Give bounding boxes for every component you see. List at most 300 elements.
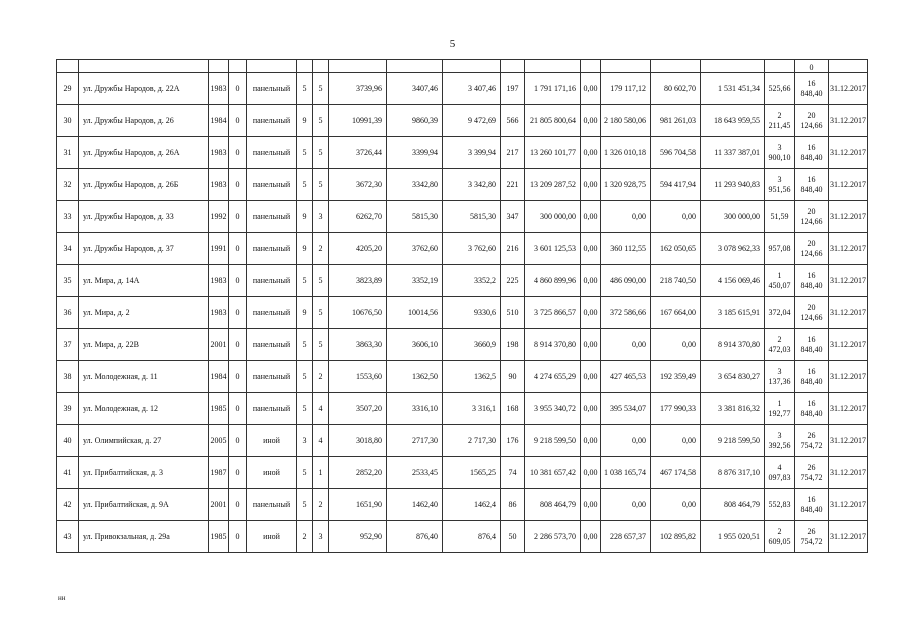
regional-funds-cell: 486 090,00 (601, 265, 651, 297)
cost-per-sqm-cell: 552,83 (765, 489, 795, 521)
row-number-cell: 39 (57, 393, 79, 425)
living-area-cell: 1462,40 (387, 489, 443, 521)
entrances-cell: 3 (313, 201, 329, 233)
address-cell: ул. Прибалтийская, д. 3 (79, 457, 209, 489)
living-area-cell: 9860,39 (387, 105, 443, 137)
completion-date-cell: 31.12.2017 (829, 169, 868, 201)
owners-area-cell: 3 762,60 (443, 233, 501, 265)
limit-cost-per-sqm-cell: 16 848,40 (795, 137, 829, 169)
continuation-cell: 0 (795, 60, 829, 73)
total-cost-cell: 4 274 655,29 (525, 361, 581, 393)
row-number-cell: 29 (57, 73, 79, 105)
cost-per-sqm-cell: 372,04 (765, 297, 795, 329)
regional-funds-cell: 427 465,53 (601, 361, 651, 393)
limit-cost-per-sqm-cell: 20 124,66 (795, 105, 829, 137)
year-built-cell: 2001 (209, 489, 229, 521)
federal-funds-cell: 0,00 (581, 137, 601, 169)
total-area-cell: 1651,90 (329, 489, 387, 521)
owners-funds-cell: 808 464,79 (701, 489, 765, 521)
address-cell: ул. Дружбы Народов, д. 22А (79, 73, 209, 105)
wall-material-cell: панельный (247, 297, 297, 329)
regional-funds-cell: 1 038 165,74 (601, 457, 651, 489)
total-area-cell: 3823,89 (329, 265, 387, 297)
address-cell: ул. Привокзальная, д. 29а (79, 521, 209, 553)
address-cell: ул. Дружбы Народов, д. 33 (79, 201, 209, 233)
table-row (57, 297, 868, 329)
living-area-cell: 2533,45 (387, 457, 443, 489)
municipal-funds-cell: 80 602,70 (651, 73, 701, 105)
living-area-cell: 10014,56 (387, 297, 443, 329)
total-cost-cell: 300 000,00 (525, 201, 581, 233)
total-cost-cell: 3 601 125,53 (525, 233, 581, 265)
year-built-cell: 1984 (209, 105, 229, 137)
table-row (57, 521, 868, 553)
table-row (57, 361, 868, 393)
total-area-cell: 4205,20 (329, 233, 387, 265)
house-registry-table (56, 59, 868, 553)
table-row (57, 265, 868, 297)
address-cell: ул. Дружбы Народов, д. 26Б (79, 169, 209, 201)
year-renovated-cell: 0 (229, 265, 247, 297)
continuation-cell (581, 60, 601, 73)
owners-area-cell: 876,4 (443, 521, 501, 553)
residents-cell: 221 (501, 169, 525, 201)
floors-cell: 2 (297, 521, 313, 553)
total-area-cell: 1553,60 (329, 361, 387, 393)
regional-funds-cell: 395 534,07 (601, 393, 651, 425)
limit-cost-per-sqm-cell: 16 848,40 (795, 361, 829, 393)
completion-date-cell: 31.12.2017 (829, 137, 868, 169)
limit-cost-per-sqm-cell: 26 754,72 (795, 521, 829, 553)
municipal-funds-cell: 0,00 (651, 329, 701, 361)
total-cost-cell: 8 914 370,80 (525, 329, 581, 361)
total-cost-cell: 2 286 573,70 (525, 521, 581, 553)
regional-funds-cell: 2 180 580,06 (601, 105, 651, 137)
year-renovated-cell: 0 (229, 105, 247, 137)
entrances-cell: 4 (313, 425, 329, 457)
completion-date-cell: 31.12.2017 (829, 425, 868, 457)
table-row (57, 329, 868, 361)
federal-funds-cell: 0,00 (581, 73, 601, 105)
regional-funds-cell: 0,00 (601, 489, 651, 521)
residents-cell: 50 (501, 521, 525, 553)
owners-funds-cell: 11 293 940,83 (701, 169, 765, 201)
regional-funds-cell: 0,00 (601, 329, 651, 361)
address-cell: ул. Дружбы Народов, д. 26 (79, 105, 209, 137)
floors-cell: 5 (297, 329, 313, 361)
limit-cost-per-sqm-cell: 20 124,66 (795, 297, 829, 329)
federal-funds-cell: 0,00 (581, 457, 601, 489)
year-renovated-cell: 0 (229, 169, 247, 201)
total-area-cell: 2852,20 (329, 457, 387, 489)
owners-area-cell: 1462,4 (443, 489, 501, 521)
living-area-cell: 5815,30 (387, 201, 443, 233)
residents-cell: 566 (501, 105, 525, 137)
regional-funds-cell: 179 117,12 (601, 73, 651, 105)
owners-funds-cell: 3 078 962,33 (701, 233, 765, 265)
owners-funds-cell: 18 643 959,55 (701, 105, 765, 137)
year-built-cell: 1987 (209, 457, 229, 489)
residents-cell: 86 (501, 489, 525, 521)
total-cost-cell: 3 725 866,57 (525, 297, 581, 329)
owners-area-cell: 9330,6 (443, 297, 501, 329)
owners-funds-cell: 3 381 816,32 (701, 393, 765, 425)
continuation-cell (247, 60, 297, 73)
federal-funds-cell: 0,00 (581, 393, 601, 425)
regional-funds-cell: 228 657,37 (601, 521, 651, 553)
cost-per-sqm-cell: 3 900,10 (765, 137, 795, 169)
row-number-cell: 36 (57, 297, 79, 329)
total-cost-cell: 9 218 599,50 (525, 425, 581, 457)
owners-area-cell: 1565,25 (443, 457, 501, 489)
completion-date-cell: 31.12.2017 (829, 489, 868, 521)
address-cell: ул. Молодежная, д. 12 (79, 393, 209, 425)
entrances-cell: 5 (313, 265, 329, 297)
wall-material-cell: панельный (247, 393, 297, 425)
municipal-funds-cell: 162 050,65 (651, 233, 701, 265)
year-renovated-cell: 0 (229, 73, 247, 105)
cost-per-sqm-cell: 1 450,07 (765, 265, 795, 297)
continuation-cell (701, 60, 765, 73)
completion-date-cell: 31.12.2017 (829, 297, 868, 329)
footnote-mark: нн (58, 594, 66, 602)
living-area-cell: 3342,80 (387, 169, 443, 201)
row-number-cell: 31 (57, 137, 79, 169)
year-built-cell: 1985 (209, 521, 229, 553)
residents-cell: 176 (501, 425, 525, 457)
municipal-funds-cell: 981 261,03 (651, 105, 701, 137)
wall-material-cell: панельный (247, 361, 297, 393)
wall-material-cell: панельный (247, 233, 297, 265)
federal-funds-cell: 0,00 (581, 329, 601, 361)
residents-cell: 347 (501, 201, 525, 233)
owners-funds-cell: 300 000,00 (701, 201, 765, 233)
cost-per-sqm-cell: 3 137,36 (765, 361, 795, 393)
continuation-cell (229, 60, 247, 73)
owners-area-cell: 3 342,80 (443, 169, 501, 201)
cost-per-sqm-cell: 2 211,45 (765, 105, 795, 137)
wall-material-cell: панельный (247, 329, 297, 361)
floors-cell: 5 (297, 265, 313, 297)
year-renovated-cell: 0 (229, 425, 247, 457)
year-renovated-cell: 0 (229, 393, 247, 425)
year-built-cell: 1992 (209, 201, 229, 233)
regional-funds-cell: 372 586,66 (601, 297, 651, 329)
year-built-cell: 1983 (209, 297, 229, 329)
owners-area-cell: 3 316,1 (443, 393, 501, 425)
year-built-cell: 1985 (209, 393, 229, 425)
table-row (57, 169, 868, 201)
row-number-cell: 42 (57, 489, 79, 521)
completion-date-cell: 31.12.2017 (829, 233, 868, 265)
owners-area-cell: 3 399,94 (443, 137, 501, 169)
municipal-funds-cell: 167 664,00 (651, 297, 701, 329)
owners-area-cell: 1362,5 (443, 361, 501, 393)
residents-cell: 198 (501, 329, 525, 361)
municipal-funds-cell: 467 174,58 (651, 457, 701, 489)
federal-funds-cell: 0,00 (581, 297, 601, 329)
entrances-cell: 5 (313, 329, 329, 361)
total-area-cell: 10676,50 (329, 297, 387, 329)
federal-funds-cell: 0,00 (581, 489, 601, 521)
residents-cell: 510 (501, 297, 525, 329)
continuation-row (57, 60, 868, 73)
municipal-funds-cell: 177 990,33 (651, 393, 701, 425)
living-area-cell: 876,40 (387, 521, 443, 553)
row-number-cell: 37 (57, 329, 79, 361)
owners-funds-cell: 9 218 599,50 (701, 425, 765, 457)
total-area-cell: 3726,44 (329, 137, 387, 169)
limit-cost-per-sqm-cell: 16 848,40 (795, 169, 829, 201)
wall-material-cell: панельный (247, 265, 297, 297)
municipal-funds-cell: 102 895,82 (651, 521, 701, 553)
total-area-cell: 3672,30 (329, 169, 387, 201)
living-area-cell: 2717,30 (387, 425, 443, 457)
floors-cell: 5 (297, 361, 313, 393)
year-renovated-cell: 0 (229, 361, 247, 393)
entrances-cell: 2 (313, 361, 329, 393)
address-cell: ул. Дружбы Народов, д. 37 (79, 233, 209, 265)
address-cell: ул. Молодежная, д. 11 (79, 361, 209, 393)
owners-funds-cell: 4 156 069,46 (701, 265, 765, 297)
total-cost-cell: 21 805 800,64 (525, 105, 581, 137)
total-area-cell: 10991,39 (329, 105, 387, 137)
federal-funds-cell: 0,00 (581, 201, 601, 233)
cost-per-sqm-cell: 525,66 (765, 73, 795, 105)
limit-cost-per-sqm-cell: 16 848,40 (795, 489, 829, 521)
wall-material-cell: иной (247, 425, 297, 457)
year-renovated-cell: 0 (229, 201, 247, 233)
total-cost-cell: 4 860 899,96 (525, 265, 581, 297)
total-area-cell: 6262,70 (329, 201, 387, 233)
owners-funds-cell: 11 337 387,01 (701, 137, 765, 169)
table-row (57, 425, 868, 457)
owners-funds-cell: 3 654 830,27 (701, 361, 765, 393)
entrances-cell: 4 (313, 393, 329, 425)
cost-per-sqm-cell: 2 609,05 (765, 521, 795, 553)
entrances-cell: 1 (313, 457, 329, 489)
completion-date-cell: 31.12.2017 (829, 329, 868, 361)
cost-per-sqm-cell: 51,59 (765, 201, 795, 233)
floors-cell: 5 (297, 393, 313, 425)
wall-material-cell: иной (247, 521, 297, 553)
living-area-cell: 3352,19 (387, 265, 443, 297)
total-area-cell: 3018,80 (329, 425, 387, 457)
continuation-cell (313, 60, 329, 73)
wall-material-cell: панельный (247, 105, 297, 137)
owners-area-cell: 3352,2 (443, 265, 501, 297)
owners-funds-cell: 8 914 370,80 (701, 329, 765, 361)
living-area-cell: 3399,94 (387, 137, 443, 169)
year-renovated-cell: 0 (229, 329, 247, 361)
address-cell: ул. Мира, д. 14А (79, 265, 209, 297)
table-row (57, 73, 868, 105)
address-cell: ул. Прибалтийская, д. 9А (79, 489, 209, 521)
regional-funds-cell: 1 326 010,18 (601, 137, 651, 169)
entrances-cell: 2 (313, 489, 329, 521)
year-renovated-cell: 0 (229, 137, 247, 169)
residents-cell: 217 (501, 137, 525, 169)
residents-cell: 216 (501, 233, 525, 265)
year-renovated-cell: 0 (229, 233, 247, 265)
owners-area-cell: 2 717,30 (443, 425, 501, 457)
municipal-funds-cell: 0,00 (651, 201, 701, 233)
row-number-cell: 43 (57, 521, 79, 553)
row-number-cell: 30 (57, 105, 79, 137)
completion-date-cell: 31.12.2017 (829, 361, 868, 393)
continuation-cell (57, 60, 79, 73)
completion-date-cell: 31.12.2017 (829, 201, 868, 233)
limit-cost-per-sqm-cell: 26 754,72 (795, 425, 829, 457)
total-cost-cell: 10 381 657,42 (525, 457, 581, 489)
row-number-cell: 40 (57, 425, 79, 457)
cost-per-sqm-cell: 3 951,56 (765, 169, 795, 201)
row-number-cell: 32 (57, 169, 79, 201)
address-cell: ул. Дружбы Народов, д. 26А (79, 137, 209, 169)
municipal-funds-cell: 596 704,58 (651, 137, 701, 169)
entrances-cell: 5 (313, 105, 329, 137)
federal-funds-cell: 0,00 (581, 361, 601, 393)
owners-funds-cell: 1 955 020,51 (701, 521, 765, 553)
municipal-funds-cell: 218 740,50 (651, 265, 701, 297)
total-cost-cell: 3 955 340,72 (525, 393, 581, 425)
total-cost-cell: 808 464,79 (525, 489, 581, 521)
living-area-cell: 3407,46 (387, 73, 443, 105)
owners-area-cell: 5815,30 (443, 201, 501, 233)
residents-cell: 225 (501, 265, 525, 297)
floors-cell: 5 (297, 489, 313, 521)
completion-date-cell: 31.12.2017 (829, 73, 868, 105)
residents-cell: 197 (501, 73, 525, 105)
entrances-cell: 2 (313, 233, 329, 265)
year-built-cell: 1983 (209, 137, 229, 169)
year-renovated-cell: 0 (229, 521, 247, 553)
residents-cell: 90 (501, 361, 525, 393)
floors-cell: 9 (297, 297, 313, 329)
total-area-cell: 3507,20 (329, 393, 387, 425)
continuation-cell (765, 60, 795, 73)
floors-cell: 5 (297, 457, 313, 489)
residents-cell: 168 (501, 393, 525, 425)
continuation-cell (651, 60, 701, 73)
floors-cell: 9 (297, 233, 313, 265)
year-built-cell: 1983 (209, 265, 229, 297)
table-row (57, 457, 868, 489)
year-built-cell: 1983 (209, 169, 229, 201)
cost-per-sqm-cell: 957,08 (765, 233, 795, 265)
continuation-cell (387, 60, 443, 73)
address-cell: ул. Олимпийская, д. 27 (79, 425, 209, 457)
row-number-cell: 41 (57, 457, 79, 489)
federal-funds-cell: 0,00 (581, 265, 601, 297)
owners-funds-cell: 1 531 451,34 (701, 73, 765, 105)
entrances-cell: 5 (313, 297, 329, 329)
wall-material-cell: иной (247, 457, 297, 489)
federal-funds-cell: 0,00 (581, 169, 601, 201)
regional-funds-cell: 0,00 (601, 425, 651, 457)
cost-per-sqm-cell: 1 192,77 (765, 393, 795, 425)
entrances-cell: 5 (313, 73, 329, 105)
municipal-funds-cell: 0,00 (651, 489, 701, 521)
table-row (57, 489, 868, 521)
living-area-cell: 3762,60 (387, 233, 443, 265)
floors-cell: 9 (297, 201, 313, 233)
year-renovated-cell: 0 (229, 489, 247, 521)
continuation-cell (443, 60, 501, 73)
municipal-funds-cell: 594 417,94 (651, 169, 701, 201)
table-row (57, 201, 868, 233)
cost-per-sqm-cell: 2 472,03 (765, 329, 795, 361)
total-area-cell: 3863,30 (329, 329, 387, 361)
address-cell: ул. Мира, д. 2 (79, 297, 209, 329)
owners-funds-cell: 3 185 615,91 (701, 297, 765, 329)
limit-cost-per-sqm-cell: 16 848,40 (795, 73, 829, 105)
regional-funds-cell: 360 112,55 (601, 233, 651, 265)
total-area-cell: 952,90 (329, 521, 387, 553)
owners-area-cell: 9 472,69 (443, 105, 501, 137)
regional-funds-cell: 1 320 928,75 (601, 169, 651, 201)
year-built-cell: 2001 (209, 329, 229, 361)
row-number-cell: 38 (57, 361, 79, 393)
total-cost-cell: 1 791 171,16 (525, 73, 581, 105)
floors-cell: 5 (297, 137, 313, 169)
wall-material-cell: панельный (247, 137, 297, 169)
year-built-cell: 2005 (209, 425, 229, 457)
year-renovated-cell: 0 (229, 297, 247, 329)
cost-per-sqm-cell: 4 097,83 (765, 457, 795, 489)
page-number: 5 (449, 38, 456, 50)
entrances-cell: 3 (313, 521, 329, 553)
cost-per-sqm-cell: 3 392,56 (765, 425, 795, 457)
year-built-cell: 1983 (209, 73, 229, 105)
limit-cost-per-sqm-cell: 26 754,72 (795, 457, 829, 489)
entrances-cell: 5 (313, 137, 329, 169)
address-cell: ул. Мира, д. 22В (79, 329, 209, 361)
limit-cost-per-sqm-cell: 16 848,40 (795, 265, 829, 297)
regional-funds-cell: 0,00 (601, 201, 651, 233)
limit-cost-per-sqm-cell: 16 848,40 (795, 329, 829, 361)
continuation-cell (601, 60, 651, 73)
floors-cell: 3 (297, 425, 313, 457)
floors-cell: 5 (297, 169, 313, 201)
floors-cell: 5 (297, 73, 313, 105)
continuation-cell (829, 60, 868, 73)
limit-cost-per-sqm-cell: 16 848,40 (795, 393, 829, 425)
year-renovated-cell: 0 (229, 457, 247, 489)
table-row (57, 233, 868, 265)
living-area-cell: 3316,10 (387, 393, 443, 425)
living-area-cell: 3606,10 (387, 329, 443, 361)
continuation-cell (525, 60, 581, 73)
municipal-funds-cell: 192 359,49 (651, 361, 701, 393)
continuation-cell (329, 60, 387, 73)
entrances-cell: 5 (313, 169, 329, 201)
owners-area-cell: 3660,9 (443, 329, 501, 361)
living-area-cell: 1362,50 (387, 361, 443, 393)
continuation-cell (209, 60, 229, 73)
municipal-funds-cell: 0,00 (651, 425, 701, 457)
federal-funds-cell: 0,00 (581, 521, 601, 553)
row-number-cell: 33 (57, 201, 79, 233)
continuation-cell (297, 60, 313, 73)
row-number-cell: 34 (57, 233, 79, 265)
table-row (57, 105, 868, 137)
limit-cost-per-sqm-cell: 20 124,66 (795, 233, 829, 265)
wall-material-cell: панельный (247, 73, 297, 105)
completion-date-cell: 31.12.2017 (829, 457, 868, 489)
table-row (57, 137, 868, 169)
total-cost-cell: 13 260 101,77 (525, 137, 581, 169)
